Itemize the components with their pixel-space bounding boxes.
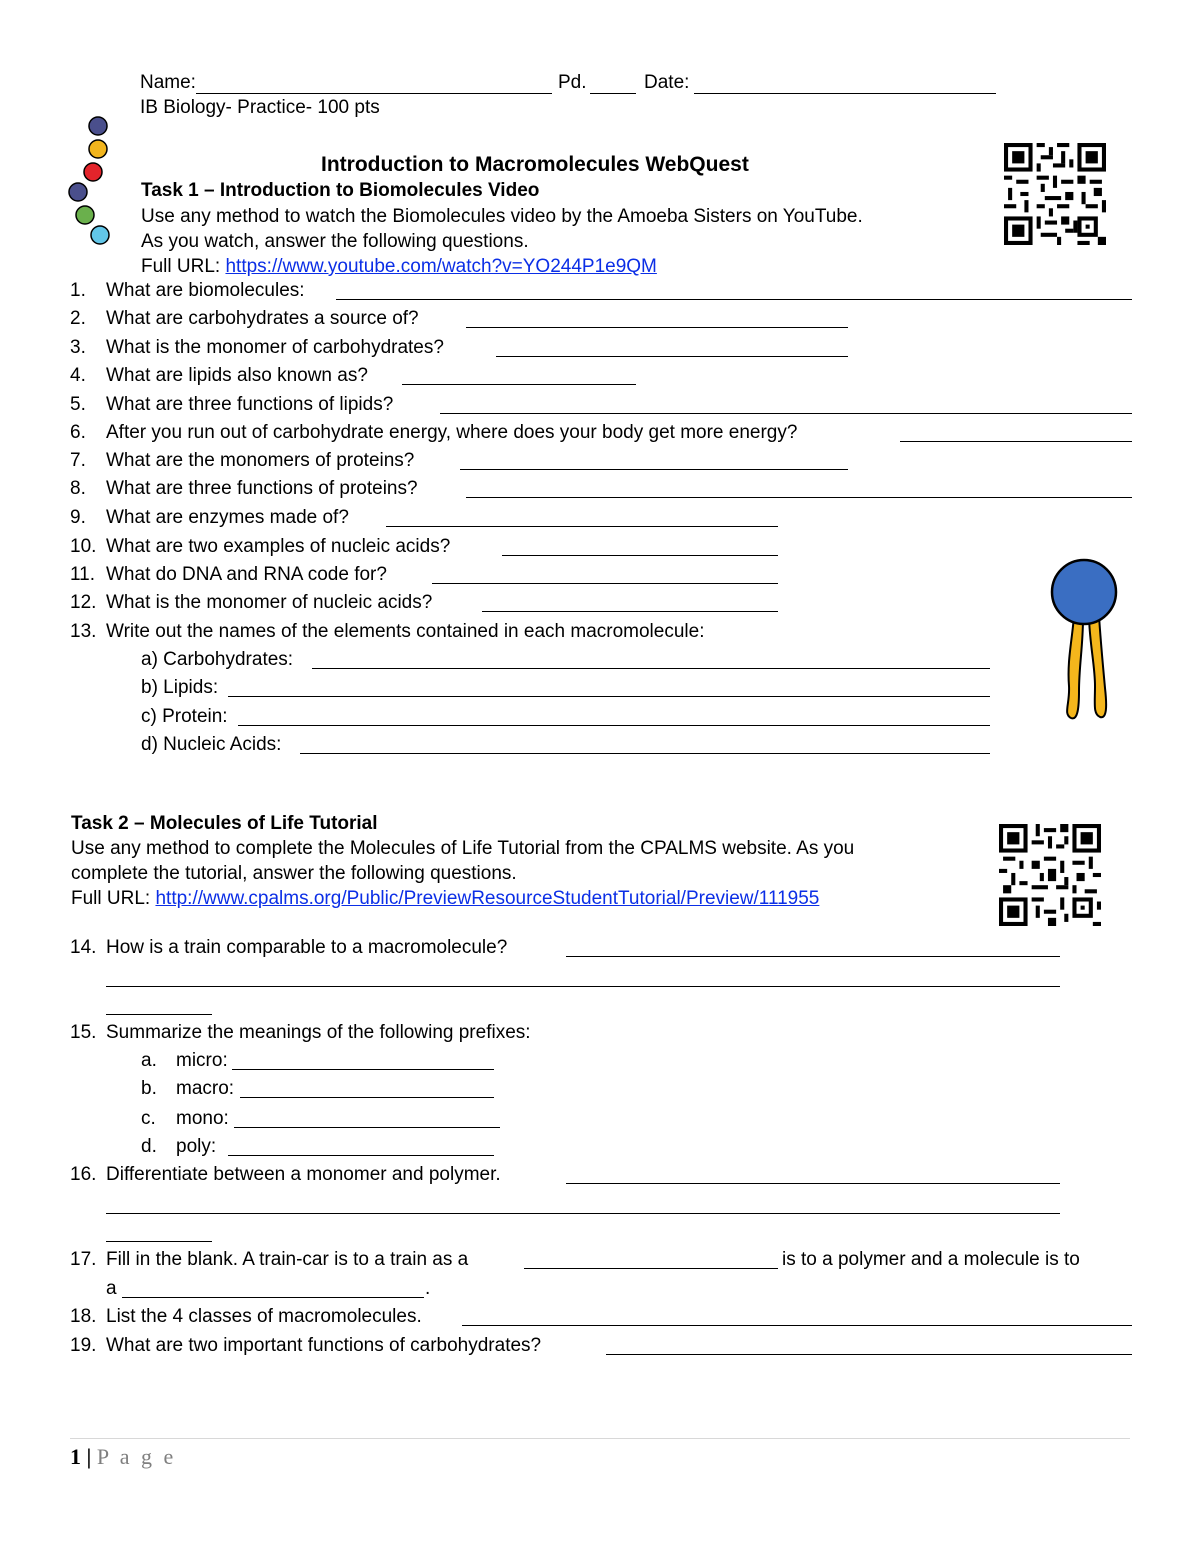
answer-12-blank[interactable] — [482, 594, 778, 612]
answer-3-blank[interactable] — [496, 339, 848, 357]
task1-instructions-2: As you watch, answer the following questions. — [141, 231, 529, 252]
answer-19-blank[interactable] — [606, 1337, 1132, 1355]
footer-separator: | — [86, 1444, 92, 1469]
pd-blank[interactable] — [590, 76, 636, 94]
task2-instructions-2: complete the tutorial, answer the following questions. — [71, 863, 517, 884]
question-1: 1. What are biomolecules: — [0, 280, 1200, 302]
q13b-blank[interactable] — [228, 679, 990, 697]
task2-instructions-1: Use any method to complete the Molecules of Life Tutorial from the CPALMS website. As you — [71, 838, 855, 859]
q13-part-a: a) Carbohydrates: — [0, 649, 1200, 671]
bead-6 — [91, 226, 109, 244]
bead-3 — [84, 163, 102, 181]
answer-10-blank[interactable] — [502, 538, 778, 556]
answer-11-blank[interactable] — [432, 566, 778, 584]
q13d-blank[interactable] — [300, 736, 990, 754]
name-label: Name: — [140, 72, 196, 93]
name-blank[interactable] — [196, 76, 552, 94]
question-13: 13. Write out the names of the elements contained in each macromolecule: — [70, 621, 705, 642]
question-18: 18. List the 4 classes of macromolecules. — [0, 1306, 1200, 1328]
task2-url-label: Full URL: — [71, 888, 151, 909]
answer-14-blank-1[interactable] — [566, 939, 1060, 957]
question-8: 8. What are three functions of proteins? — [0, 478, 1200, 500]
date-blank[interactable] — [694, 76, 996, 94]
question-17: 17. Fill in the blank. A train-car is to a train as a is to a polymer and a molecule is to — [70, 1249, 1080, 1270]
question-7: 7. What are the monomers of proteins? — [0, 450, 1200, 472]
bead-4 — [69, 183, 87, 201]
cpalms-link[interactable]: http://www.cpalms.org/Public/PreviewResourceStudentTutorial/Preview/111955 — [155, 888, 820, 909]
bead-5 — [76, 206, 94, 224]
question-14: 14. How is a train comparable to a macromolecule? — [0, 937, 1200, 959]
q13-part-d: d) Nucleic Acids: — [0, 734, 1200, 756]
task1-instructions-1: Use any method to watch the Biomolecules video by the Amoeba Sisters on YouTube. — [141, 206, 863, 227]
footer-rule — [70, 1438, 1130, 1439]
bead-1 — [89, 117, 107, 135]
q15b-blank[interactable] — [240, 1080, 494, 1098]
q15-part-b: b. macro: — [0, 1078, 1200, 1100]
task1-heading: Task 1 – Introduction to Biomolecules Video — [141, 180, 540, 201]
q15a-blank[interactable] — [232, 1052, 494, 1070]
answer-17-blank-2[interactable] — [122, 1280, 424, 1298]
q15-part-c: c. mono: — [0, 1108, 1200, 1130]
answer-5-blank[interactable] — [440, 396, 1132, 414]
page-word: P a g e — [96, 1444, 177, 1469]
page-footer — [70, 1444, 176, 1470]
task1-url-label: Full URL: — [141, 256, 221, 277]
phospholipid-image — [1045, 556, 1125, 726]
question-15: 15. Summarize the meanings of the following prefixes: — [70, 1022, 531, 1043]
answer-17-blank-1[interactable] — [524, 1251, 778, 1269]
question-10: 10. What are two examples of nucleic acids? — [0, 536, 1200, 558]
header-name-line — [140, 72, 196, 94]
answer-14-blank-2[interactable] — [106, 969, 1060, 987]
monomer-chain-image — [58, 108, 118, 253]
q15d-blank[interactable] — [228, 1138, 494, 1156]
youtube-link[interactable]: https://www.youtube.com/watch?v=YO244P1e9QM — [225, 256, 657, 277]
q13-part-b: b) Lipids: — [0, 677, 1200, 699]
q13a-blank[interactable] — [312, 651, 990, 669]
answer-8-blank[interactable] — [466, 480, 1132, 498]
answer-16-blank-2[interactable] — [106, 1196, 1060, 1214]
answer-1-blank[interactable] — [336, 282, 1132, 300]
q13c-blank[interactable] — [238, 708, 990, 726]
task1-url-line — [141, 256, 657, 278]
date-label: Date: — [644, 72, 690, 93]
answer-6-blank[interactable] — [900, 424, 1132, 442]
task2-heading: Task 2 – Molecules of Life Tutorial — [71, 813, 378, 834]
answer-16-blank-1[interactable] — [566, 1166, 1060, 1184]
answer-4-blank[interactable] — [402, 367, 636, 385]
question-11: 11. What do DNA and RNA code for? — [0, 564, 1200, 586]
answer-2-blank[interactable] — [466, 310, 848, 328]
answer-14-blank-3[interactable] — [106, 997, 212, 1015]
question-4: 4. What are lipids also known as? — [0, 365, 1200, 387]
task2-url-line — [71, 888, 819, 910]
question-2: 2. What are carbohydrates a source of? — [0, 308, 1200, 330]
answer-18-blank[interactable] — [462, 1308, 1132, 1326]
q13-part-c: c) Protein: — [0, 706, 1200, 728]
q15-part-a: a. micro: — [0, 1050, 1200, 1072]
page-title: Introduction to Macromolecules WebQuest — [321, 153, 749, 176]
pd-label: Pd. — [558, 72, 587, 93]
qr-code-youtube — [1004, 143, 1106, 245]
course-label: IB Biology- Practice- 100 pts — [140, 97, 380, 118]
question-17-cont: a . — [106, 1278, 431, 1299]
question-16: 16. Differentiate between a monomer and polymer. — [0, 1164, 1200, 1186]
question-9: 9. What are enzymes made of? — [0, 507, 1200, 529]
answer-9-blank[interactable] — [386, 509, 778, 527]
q15-part-d: d. poly: — [0, 1136, 1200, 1158]
page-number: 1 — [70, 1444, 81, 1469]
question-19: 19. What are two important functions of carbohydrates? — [0, 1335, 1200, 1357]
answer-16-blank-3[interactable] — [106, 1224, 212, 1242]
question-5: 5. What are three functions of lipids? — [0, 394, 1200, 416]
question-6: 6. After you run out of carbohydrate energy, where does your body get more energy? — [0, 422, 1200, 444]
q15c-blank[interactable] — [234, 1110, 500, 1128]
qr-code-cpalms — [999, 824, 1101, 926]
answer-7-blank[interactable] — [460, 452, 848, 470]
question-12: 12. What is the monomer of nucleic acids? — [0, 592, 1200, 614]
question-3: 3. What is the monomer of carbohydrates? — [0, 337, 1200, 359]
bead-2 — [89, 140, 107, 158]
